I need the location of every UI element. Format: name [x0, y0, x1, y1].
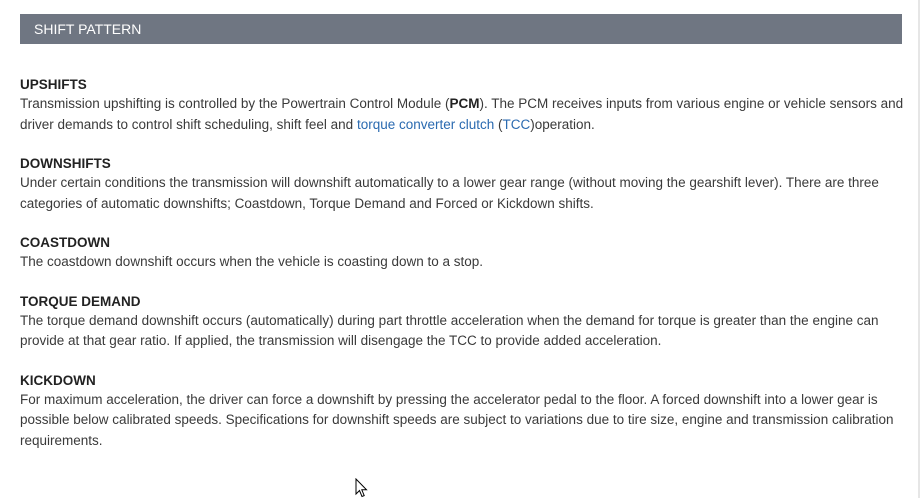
section-upshifts — [20, 76, 904, 135]
upshifts-heading: UPSHIFTS — [20, 77, 87, 92]
torque-demand-paragraph: The torque demand downshift occurs (automatically) during part throttle acceleration when the demand for torque is greater than the engine can provide at that gear ratio. If applied, the transmission will disengage the TCC to provide added acceleration. — [20, 312, 879, 348]
section-kickdown — [20, 372, 904, 452]
torque-demand-heading: TORQUE DEMAND — [20, 293, 141, 309]
kickdown-heading: KICKDOWN — [20, 372, 96, 388]
section-torque-demand — [20, 293, 904, 352]
section-downshifts — [20, 155, 904, 214]
kickdown-paragraph: For maximum acceleration, the driver can force a downshift by pressing the accelerator pedal to the floor. A forced downshift into a lower gear is possible below calibrated speeds. Specifications for downshift speeds are subject to variations due to tire size, engine and transmission calibration requirements. — [20, 391, 894, 448]
torque-converter-clutch-link[interactable]: torque converter clutch — [356, 116, 495, 132]
upshifts-text-1: Transmission upshifting is controlled by the Powertrain Control Module ( — [20, 96, 450, 111]
upshifts-text-3: ( — [494, 116, 503, 132]
coastdown-paragraph: The coastdown downshift occurs when the vehicle is coasting down to a stop. — [20, 254, 484, 269]
upshifts-text-4: )operation. — [530, 116, 595, 132]
upshifts-text-2: ). The PCM receives inputs from various engine or vehicle sensors and driver demands to control shift scheduling, shift feel and — [20, 96, 904, 132]
coastdown-heading: COASTDOWN — [20, 235, 110, 250]
downshifts-paragraph: Under certain conditions the transmission will downshift automatically to a lower gear range (without moving the gearshift lever). There are three categories of automatic downshifts; Coastdown, Torque Demand and Forced or Kickdown shifts. — [20, 175, 879, 211]
upshifts-paragraph — [20, 94, 904, 135]
section-title: SHIFT PATTERN — [34, 21, 142, 37]
tcc-link[interactable]: TCC — [502, 116, 531, 132]
pcm-bold: PCM — [449, 96, 480, 111]
downshifts-heading: DOWNSHIFTS — [20, 156, 111, 171]
section-header-bar — [20, 14, 902, 44]
mouse-pointer-icon — [355, 478, 369, 498]
section-coastdown — [20, 234, 904, 273]
article-content — [20, 76, 904, 471]
